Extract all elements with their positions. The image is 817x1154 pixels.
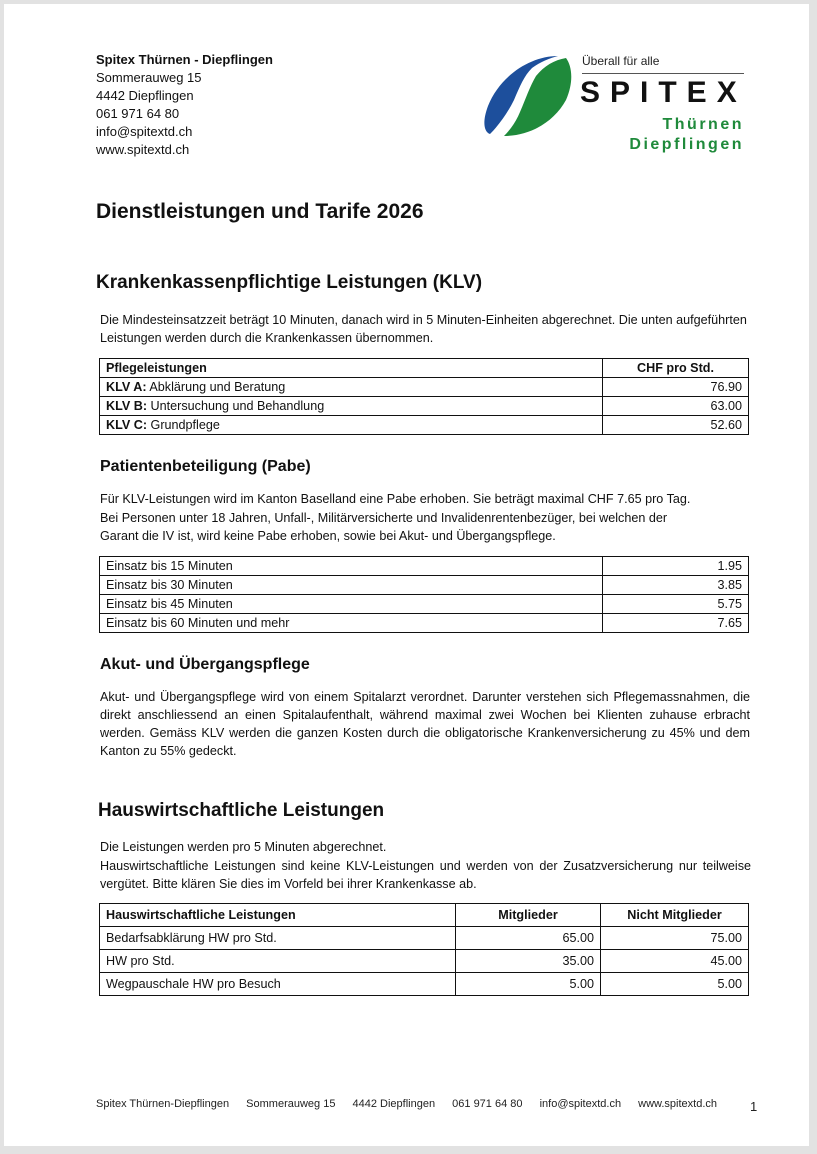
table-cell	[100, 416, 603, 435]
table-cell: Einsatz bis 30 Minuten	[100, 576, 603, 595]
table-cell: 52.60	[603, 416, 749, 435]
klv-label: Untersuchung und Behandlung	[147, 398, 325, 413]
footer-organization: Spitex Thürnen-Diepflingen	[96, 1098, 230, 1110]
klv-code: KLV B:	[106, 398, 148, 413]
table-cell: 5.00	[601, 973, 749, 996]
logo-location-2: Diepflingen	[629, 136, 744, 153]
table-row	[100, 973, 749, 996]
table-row	[100, 927, 749, 950]
page-number: 1	[750, 1099, 758, 1114]
table-cell: 5.75	[603, 595, 749, 614]
pabe-line-1: Für KLV-Leistungen wird im Kanton Baselland eine Pabe erhoben. Sie beträgt maximal CHF 7.65 pro Tag.	[100, 492, 691, 506]
table-row	[100, 557, 749, 576]
spitex-swoosh-icon	[480, 54, 580, 144]
footer-city: 4442 Diepflingen	[352, 1098, 436, 1110]
table-header: Pflegeleistungen	[100, 359, 603, 378]
hw-table	[99, 903, 749, 996]
table-cell: 7.65	[603, 614, 749, 633]
logo-tagline: Überall für alle	[582, 54, 660, 68]
akut-heading: Akut- und Übergangspflege	[100, 656, 310, 673]
pabe-line-2: Bei Personen unter 18 Jahren, Unfall-, Militärversicherte und Invalidenrentenbezüger, bei welchen der	[100, 511, 668, 525]
table-cell: Bedarfsabklärung HW pro Std.	[100, 927, 456, 950]
hw-line-1: Die Leistungen werden pro 5 Minuten abgerechnet.	[100, 840, 387, 854]
sender-city: 4442 Diepflingen	[96, 88, 194, 103]
table-row	[100, 576, 749, 595]
table-header-row	[100, 359, 749, 378]
klv-table	[99, 358, 749, 435]
footer-phone: 061 971 64 80	[452, 1098, 523, 1110]
table-cell: Wegpauschale HW pro Besuch	[100, 973, 456, 996]
hw-heading: Hauswirtschaftliche Leistungen	[98, 800, 385, 821]
page-footer	[96, 1098, 731, 1110]
sender-email: info@spitextd.ch	[96, 124, 193, 139]
table-cell: 5.00	[456, 973, 601, 996]
klv-code: KLV A:	[106, 379, 147, 394]
sender-website: www.spitextd.ch	[96, 142, 190, 157]
table-cell: 63.00	[603, 397, 749, 416]
footer-street: Sommerauweg 15	[246, 1098, 336, 1110]
table-header-row	[100, 904, 749, 927]
table-cell: 1.95	[603, 557, 749, 576]
table-header: Mitglieder	[456, 904, 601, 927]
table-row	[100, 397, 749, 416]
table-header: Hauswirtschaftliche Leistungen	[100, 904, 456, 927]
footer-email: info@spitextd.ch	[539, 1098, 622, 1110]
table-cell: 75.00	[601, 927, 749, 950]
page-title: Dienstleistungen und Tarife 2026	[96, 200, 424, 223]
table-cell: Einsatz bis 60 Minuten und mehr	[100, 614, 603, 633]
footer-website: www.spitextd.ch	[638, 1098, 718, 1110]
klv-code: KLV C:	[106, 417, 148, 432]
table-header: Nicht Mitglieder	[601, 904, 749, 927]
sender-address	[96, 51, 273, 159]
table-row	[100, 950, 749, 973]
table-cell: HW pro Std.	[100, 950, 456, 973]
sender-phone: 061 971 64 80	[96, 106, 180, 121]
akut-text: Akut- und Übergangspflege wird von einem Spitalarzt verordnet. Darunter verstehen sich Pflegemassnahmen, die direkt anschliessend an einen Spitalaufenthalt, während maximal zwei Wochen bei Klienten zuhause erbracht werden. Gemäss KLV werden die ganzen Kosten durch die obligatorische Krankenversicherung zu 45% und dem Kanton zu 55% gedeckt.	[100, 690, 750, 758]
table-cell: 45.00	[601, 950, 749, 973]
sender-street: Sommerauweg 15	[96, 70, 202, 85]
logo-rule	[582, 73, 744, 74]
pabe-heading: Patientenbeteiligung (Pabe)	[100, 458, 311, 475]
klv-label: Grundpflege	[147, 417, 220, 432]
table-cell	[100, 397, 603, 416]
table-cell: 35.00	[456, 950, 601, 973]
table-cell	[100, 378, 603, 397]
logo-location-1: Thürnen	[662, 116, 744, 133]
klv-intro: Die Mindesteinsatzzeit beträgt 10 Minuten, danach wird in 5 Minuten-Einheiten abgerechnet. Die unten aufgeführten Leistungen werden durch die Krankenkassen übernommen.	[100, 313, 747, 345]
table-row	[100, 416, 749, 435]
table-header: CHF pro Std.	[603, 359, 749, 378]
table-row	[100, 378, 749, 397]
logo-brand: SPITEX	[580, 76, 747, 109]
sender-organization: Spitex Thürnen - Diepflingen	[96, 52, 273, 67]
table-cell: 3.85	[603, 576, 749, 595]
pabe-table	[99, 556, 749, 633]
spitex-logo	[476, 48, 756, 158]
table-row	[100, 614, 749, 633]
table-cell: 76.90	[603, 378, 749, 397]
klv-heading: Krankenkassenpflichtige Leistungen (KLV)	[96, 272, 483, 293]
table-cell: Einsatz bis 15 Minuten	[100, 557, 603, 576]
hw-text: Hauswirtschaftliche Leistungen sind keine KLV-Leistungen und werden von der Zusatzversicherung nur teilweise vergütet. Bitte klären Sie dies im Vorfeld bei ihrer Krankenkasse ab.	[100, 859, 751, 891]
table-row	[100, 595, 749, 614]
table-cell: Einsatz bis 45 Minuten	[100, 595, 603, 614]
klv-label: Abklärung und Beratung	[146, 379, 286, 394]
pabe-line-3: Garant die IV ist, wird keine Pabe erhoben, sowie bei Akut- und Übergangspflege.	[100, 529, 556, 543]
table-cell: 65.00	[456, 927, 601, 950]
